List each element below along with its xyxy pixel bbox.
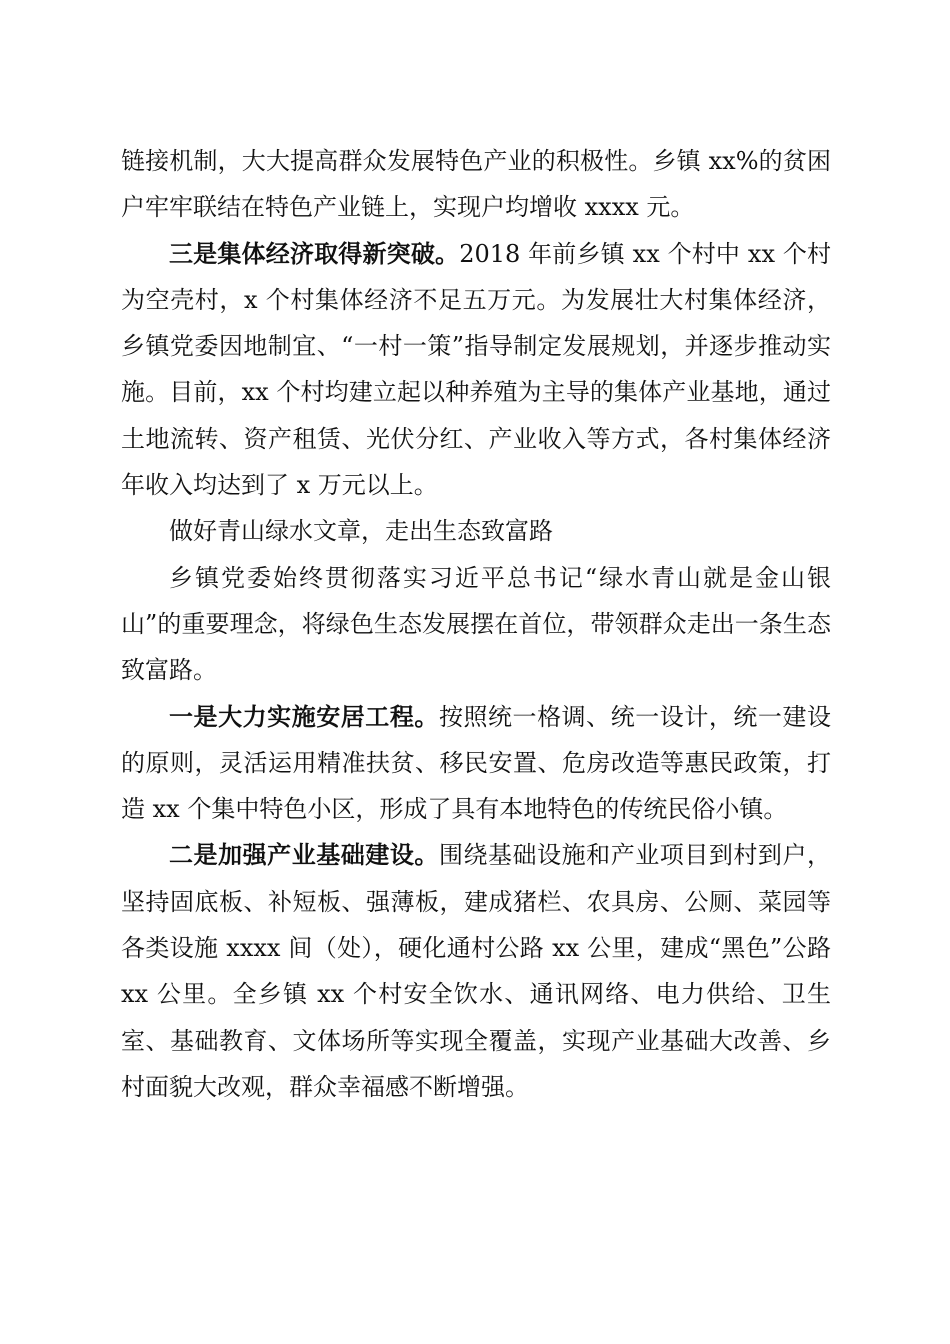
paragraph-lead: 三是集体经济取得新突破。 <box>169 238 460 268</box>
paragraph-text: 链接机制，大大提高群众发展特色产业的积极性。乡镇 xx%的贫困户牢牢联结在特色产业链上，实现户均增收 xxxx 元。 <box>121 147 831 222</box>
paragraph-lead: 二是加强产业基础建设。 <box>169 840 439 870</box>
section-heading <box>121 508 831 554</box>
paragraph-text: 围绕基础设施和产业项目到村到户，坚持固底板、补短板、强薄板，建成猪栏、农具房、公厕、菜园等各类设施 xxxx 间（处），硬化通村公路 xx 公里，建成“黑色”公路 xx 公里。全乡镇 xx 个村安全饮水、通讯网络、电力供给、卫生室、基础教育、文体场所等实现全覆盖，实现产业基础大改善、乡村面貌大改观，群众幸福感不断增强。 <box>121 841 832 1101</box>
paragraph-infrastructure <box>121 832 831 1110</box>
document-body <box>121 138 831 1110</box>
paragraph-text: 乡镇党委始终贯彻落实习近平总书记“绿水青山就是金山银山”的重要理念，将绿色生态发展摆在首位，带领群众走出一条生态致富路。 <box>121 563 831 685</box>
paragraph-collective-economy <box>121 231 831 509</box>
paragraph-green-development <box>121 555 831 694</box>
paragraph-continuation <box>121 138 831 231</box>
paragraph-text: 按照统一格调、统一设计，统一建设的原则，灵活运用精准扶贫、移民安置、危房改造等惠民政策，打造 xx 个集中特色小区，形成了具有本地特色的传统民俗小镇。 <box>121 702 832 824</box>
paragraph-text: 2018 年前乡镇 xx 个村中 xx 个村为空壳村，x 个村集体经济不足五万元。为发展壮大村集体经济，乡镇党委因地制宜、“一村一策”指导制定发展规划，并逐步推动实施。目前，xx 个村均建立起以种养殖为主导的集体产业基地，通过土地流转、资产租赁、光伏分红、产业收入等方式，各村集体经济年收入均达到了 x 万元以上。 <box>121 239 832 500</box>
section-heading-text: 做好青山绿水文章，走出生态致富路 <box>169 517 553 546</box>
paragraph-housing-project <box>121 694 831 833</box>
paragraph-lead: 一是大力实施安居工程。 <box>169 701 439 731</box>
